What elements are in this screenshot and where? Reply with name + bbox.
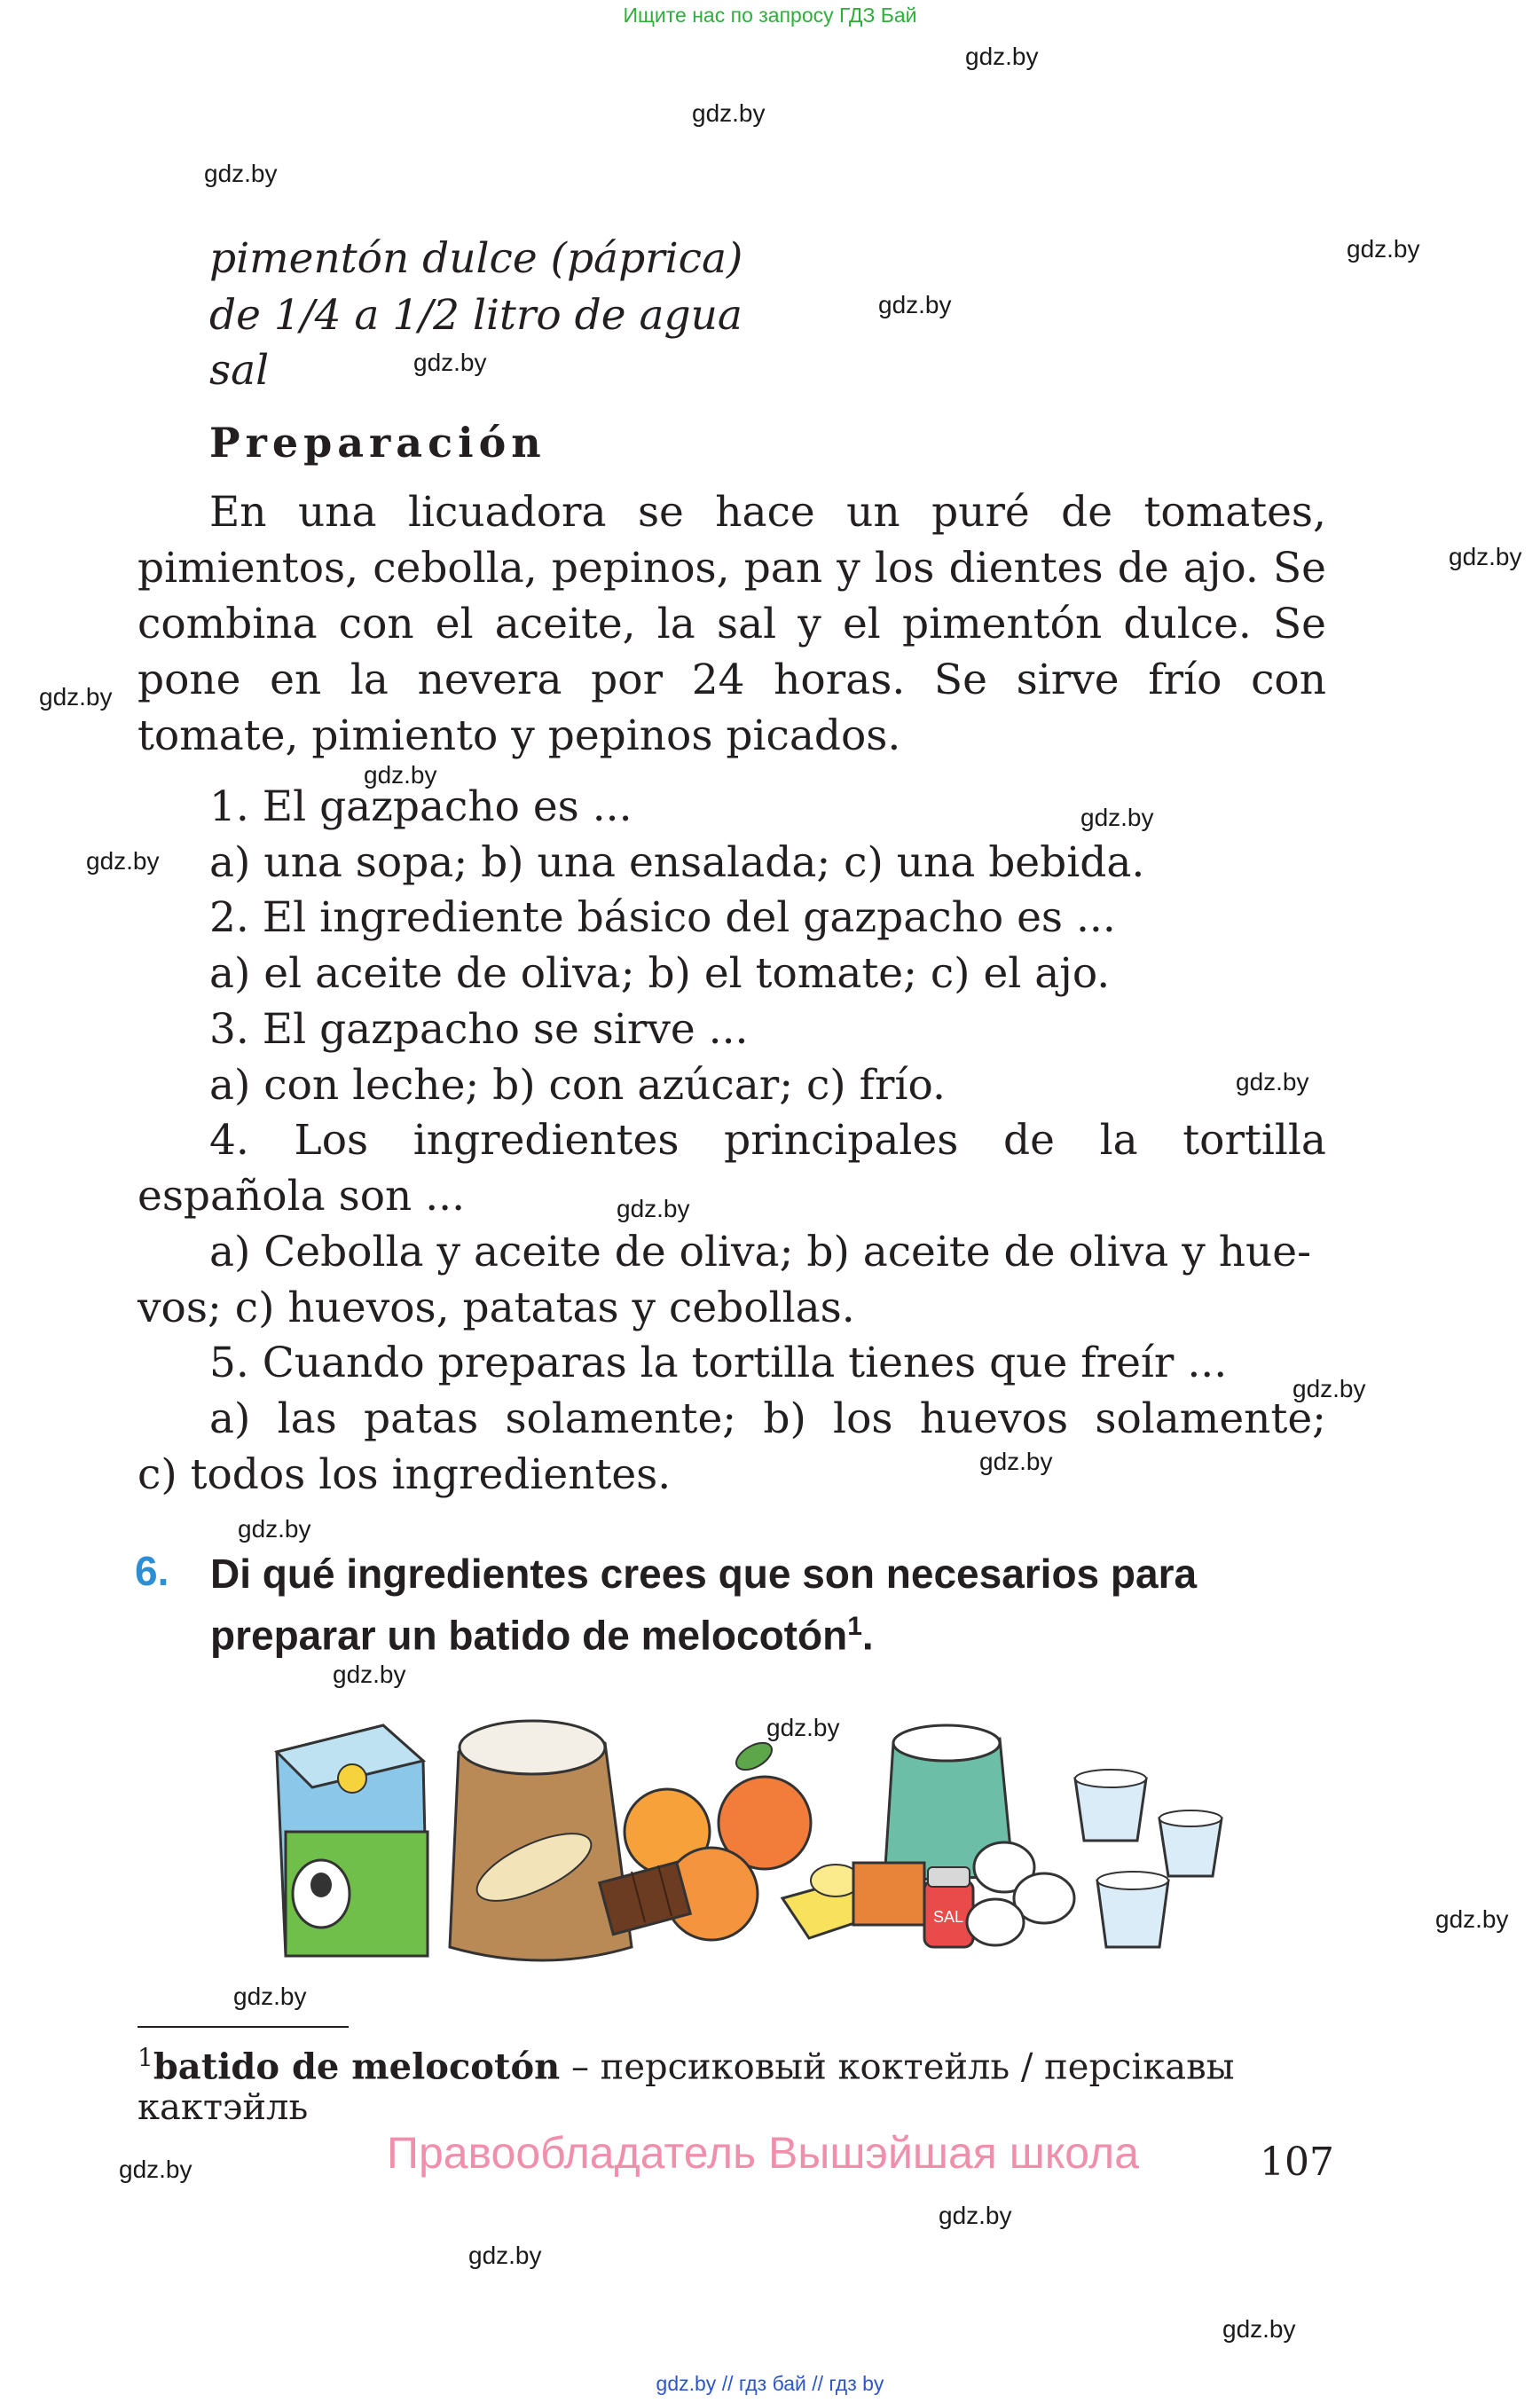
word: 4. (209, 1116, 249, 1165)
answer-options-4-continued: vos; c) huevos, patatas y cebollas. (138, 1284, 855, 1332)
watermark: gdz.by (692, 99, 766, 127)
watermark: gdz.by (468, 2242, 542, 2269)
question-4 (209, 1116, 1326, 1165)
word: tortilla (1182, 1116, 1326, 1165)
salt-label: SAL (932, 1908, 964, 1926)
question-3: 3. El gazpacho se sirve ... (209, 1005, 749, 1054)
word: solamente; (505, 1394, 737, 1443)
watermark: gdz.by (333, 1661, 406, 1688)
task-end: . (861, 1612, 874, 1659)
word: principales (724, 1116, 959, 1165)
watermark: gdz.by (204, 160, 278, 187)
answer-options-1: a) una sopa; b) una ensalada; c) una bebida. (209, 838, 1145, 887)
watermark: gdz.by (1222, 2315, 1296, 2343)
watermark: gdz.by (364, 761, 437, 789)
eggs-icon (967, 1842, 1074, 1945)
watermark: gdz.by (119, 2156, 192, 2183)
word: los (833, 1394, 893, 1443)
watermark: gdz.by (86, 847, 160, 875)
footnote-mark: 1 (138, 2043, 153, 2072)
footnote-translation: – персиковый коктейль / персікавы (560, 2046, 1235, 2088)
word: ingredientes (412, 1116, 680, 1165)
word: la (1099, 1116, 1138, 1165)
watermark: gdz.by (766, 1714, 840, 1741)
watermark: gdz.by (1435, 1905, 1509, 1933)
watermark: gdz.by (979, 1448, 1053, 1475)
watermark: gdz.by (1449, 543, 1522, 570)
salt-shaker-icon (924, 1867, 973, 1947)
ingredient-line: de 1/4 a 1/2 litro de agua (209, 291, 742, 340)
footnote-divider (138, 2026, 349, 2028)
watermark: gdz.by (878, 291, 952, 318)
task-instruction (210, 1547, 1326, 1661)
ingredients-illustration (250, 1690, 1244, 1977)
watermark: gdz.by (39, 683, 113, 711)
ingredient-line: sal (209, 346, 270, 395)
answer-options-5-continued: c) todos los ingredientes. (138, 1450, 672, 1499)
watermark: gdz.by (238, 1515, 311, 1543)
footnote-marker: 1 (847, 1612, 862, 1641)
watermark: gdz.by (233, 1983, 307, 2010)
word: a) (209, 1394, 251, 1443)
watermark: gdz.by (1236, 1068, 1309, 1095)
bottom-links-note: gdz.by // гдз бай // гдз by (656, 2372, 884, 2395)
top-search-note: Ищите нас по запросу ГДЗ Бай (623, 4, 917, 27)
watermark: gdz.by (413, 349, 487, 376)
watermark: gdz.by (1080, 804, 1154, 831)
word: b) (763, 1394, 806, 1443)
task-text: Di qué ingredientes crees que son necesarios para preparar un batido de melocotón (210, 1551, 1198, 1659)
preparation-text: En una licuadora se hace un puré de tomates, pimientos, cebolla, pepinos, pan y los dientes de ajo. Se combina con el aceite, la sal y el pimentón dulce. Se pone en la nevera por 24 horas. Se sirve frío con tomate, pimiento y pepinos picados. (138, 488, 1326, 760)
footnote-term: batido de melocotón (153, 2046, 561, 2088)
watermark: gdz.by (939, 2202, 1012, 2229)
answer-options-2: a) el aceite de oliva; b) el tomate; c) el ajo. (209, 949, 1111, 998)
yogurt-cups-icon (1075, 1770, 1222, 1947)
word: Los (294, 1116, 369, 1165)
word: de (1003, 1116, 1055, 1165)
question-2: 2. El ingrediente básico del gazpacho es ... (209, 893, 1116, 942)
answer-options-4: a) Cebolla y aceite de oliva; b) aceite de oliva y hue- (209, 1228, 1311, 1276)
ingredient-line: pimentón dulce (páprica) (209, 234, 743, 283)
rights-holder: Правообладатель Вышэйшая школа (387, 2128, 1139, 2178)
preparation-heading: Preparación (209, 419, 546, 467)
question-4-continued: española son ... (138, 1172, 466, 1221)
milk-carton-icon (277, 1725, 428, 1956)
watermark: gdz.by (1292, 1375, 1366, 1402)
watermark: gdz.by (1347, 235, 1420, 263)
word: patas (364, 1394, 479, 1443)
answer-options-3: a) con leche; b) con azúcar; c) frío. (209, 1061, 946, 1110)
page-number: 107 (1260, 2140, 1334, 2185)
question-5: 5. Cuando preparas la tortilla tienes que freír ... (209, 1339, 1228, 1387)
answer-options-5 (209, 1394, 1326, 1443)
flour-sack-icon (450, 1721, 632, 1960)
word: solamente; (1095, 1394, 1326, 1443)
footnote-continued: кактэйль (138, 2087, 309, 2128)
question-1: 1. El gazpacho es ... (209, 782, 632, 831)
task-number: 6. (135, 1548, 169, 1594)
word: huevos (919, 1394, 1069, 1443)
watermark: gdz.by (965, 43, 1039, 70)
watermark: gdz.by (617, 1195, 690, 1222)
word: las (277, 1394, 337, 1443)
